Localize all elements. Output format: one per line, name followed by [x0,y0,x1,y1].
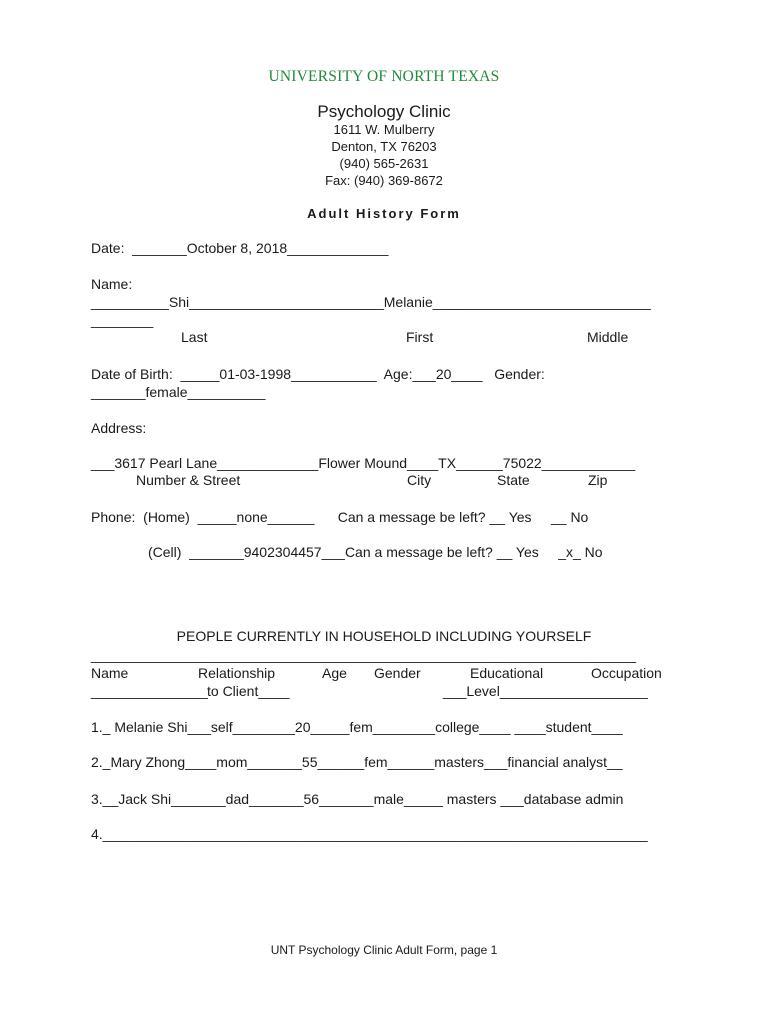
household-top-rule: ______________________________________________________________________ [91,647,637,663]
address-line-city: Denton, TX 76203 [331,139,437,154]
name-label: Name: [91,276,133,292]
first-name-label: First [406,329,434,345]
last-name-label: Last [181,329,208,345]
household-row: 4.______________________________________________________________________ [91,826,648,842]
col-header-occupation: Occupation [591,665,662,681]
address-line-phone: (940) 565-2631 [339,156,429,171]
address-line-fax: Fax: (940) 369-8672 [325,173,443,188]
name-field-continued: ________ [91,312,154,328]
home-phone-field: Phone: (Home) _____none______ Can a message be left? __ Yes __ No [91,509,589,525]
household-row: 3.__Jack Shi_______dad_______56_______male_____ masters ___database admin [91,791,624,807]
household-title: PEOPLE CURRENTLY IN HOUSEHOLD INCLUDING YOURSELF [176,628,592,644]
col-header-age: Age [322,665,347,681]
household-row: 1._ Melanie Shi___self________20_____fem________college____ ____student____ [91,719,623,735]
col-header-level: ___Level___________________ [443,683,648,699]
clinic-name: Psychology Clinic [317,102,451,121]
household-row: 2._Mary Zhong____mom_______55______fem______masters___financial analyst__ [91,754,623,770]
address-line-street: 1611 W. Mulberry [333,122,435,137]
middle-name-label: Middle [587,329,629,345]
city-label: City [407,472,432,488]
dob-age-gender-field: Date of Birth: _____01-03-1998___________ Age:___20____ Gender: [91,366,545,382]
date-field: Date: _______October 8, 2018_____________ [91,240,389,256]
address-label: Address: [91,420,147,436]
col-header-name-rule: _______________ [91,683,208,699]
gender-field: _______female__________ [91,384,266,400]
col-header-gender: Gender [374,665,421,681]
street-label: Number & Street [136,472,241,488]
col-header-educational: Educational [470,665,544,681]
col-header-relationship: Relationship [198,665,276,681]
col-header-name: Name [91,665,129,681]
cell-phone-field: (Cell) _______9402304457___Can a message be left? __ Yes _x_ No [148,544,603,560]
col-header-relationship-sub: to Client____ [207,683,290,699]
name-field: __________Shi_________________________Melanie____________________________ [91,294,651,310]
page-footer: UNT Psychology Clinic Adult Form, page 1 [270,943,498,957]
zip-label: Zip [588,472,608,488]
address-field: ___3617 Pearl Lane_____________Flower Mound____TX______75022____________ [91,455,636,471]
form-title: Adult History Form [307,206,461,221]
university-name: UNIVERSITY OF NORTH TEXAS [268,68,500,85]
state-label: State [497,472,530,488]
